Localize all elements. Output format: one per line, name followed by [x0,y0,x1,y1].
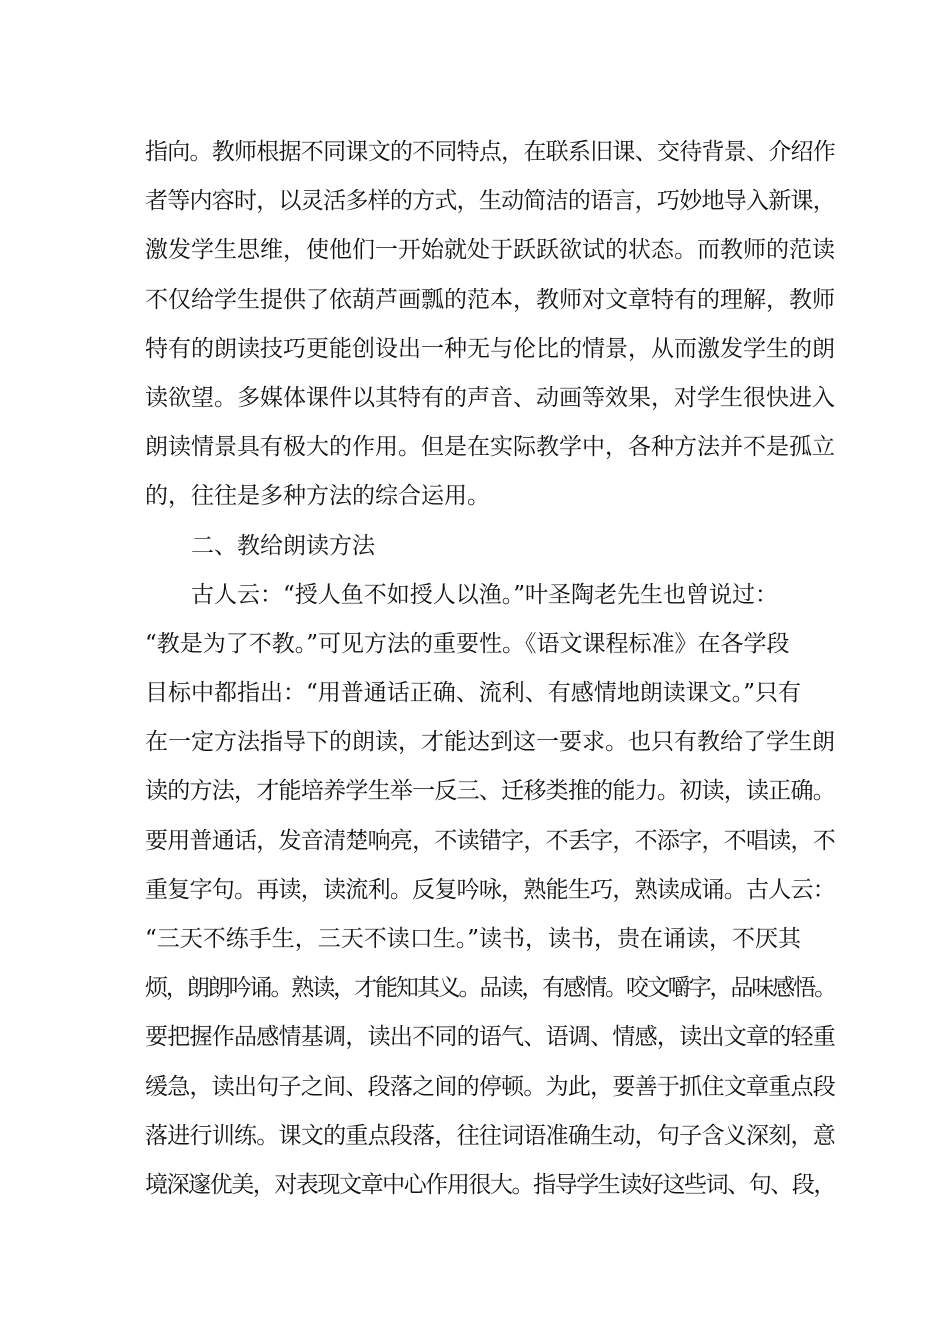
text-line: 缓急，读出句子之间、段落之间的停顿。为此，要善于抓住文章重点段 [145,1073,835,1100]
text-line: 古人云：“授人鱼不如授人以渔。”叶圣陶老先生也曾说过： [191,581,779,608]
text-line: 在一定方法指导下的朗读，才能达到这一要求。也只有教给了学生朗 [145,729,835,756]
text-line: 读欲望。多媒体课件以其特有的声音、动画等效果，对学生很快进入 [145,384,835,411]
text-line: 要用普通话，发音清楚响亮，不读错字，不丢字，不添字，不唱读，不 [145,827,835,854]
body-text [145,128,835,1210]
text-line: 目标中都指出：“用普通话正确、流利、有感情地朗读课文。”只有 [145,680,802,707]
text-line: 读的方法，才能培养学生举一反三、迁移类推的能力。初读，读正确。 [145,778,835,805]
text-line: 落进行训练。课文的重点段落，往往词语准确生动，句子含义深刻，意 [145,1122,835,1149]
section-heading: 二、教给朗读方法 [191,532,375,559]
text-line: 境深邃优美，对表现文章中心作用很大。指导学生读好这些词、句、段， [145,1171,835,1198]
text-line: 激发学生思维，使他们一开始就处于跃跃欲试的状态。而教师的范读 [145,237,835,264]
text-line: 烦，朗朗吟诵。熟读，才能知其义。品读，有感情。咬文嚼字，品味感悟。 [145,975,835,1002]
text-line: 重复字句。再读，读流利。反复吟咏，熟能生巧，熟读成诵。古人云： [145,876,835,903]
text-line: 不仅给学生提供了依葫芦画瓢的范本，教师对文章特有的理解，教师 [145,286,835,313]
text-line: 要把握作品感情基调，读出不同的语气、语调、情感，读出文章的轻重 [145,1024,835,1051]
text-line: 朗读情景具有极大的作用。但是在实际教学中，各种方法并不是孤立 [145,434,835,461]
text-line: 者等内容时，以灵活多样的方式，生动简洁的语言，巧妙地导入新课， [145,188,835,215]
text-line: 的，往往是多种方法的综合运用。 [145,483,490,510]
text-line: 特有的朗读技巧更能创设出一种无与伦比的情景，从而激发学生的朗 [145,335,835,362]
text-line: “三天不练手生，三天不读口生。”读书，读书，贵在诵读，不厌其 [145,926,802,952]
text-line: 指向。教师根据不同课文的不同特点，在联系旧课、交待背景、介绍作 [145,139,835,165]
text-line: “教是为了不教。”可见方法的重要性。《语文课程标准》在各学段 [145,630,790,657]
